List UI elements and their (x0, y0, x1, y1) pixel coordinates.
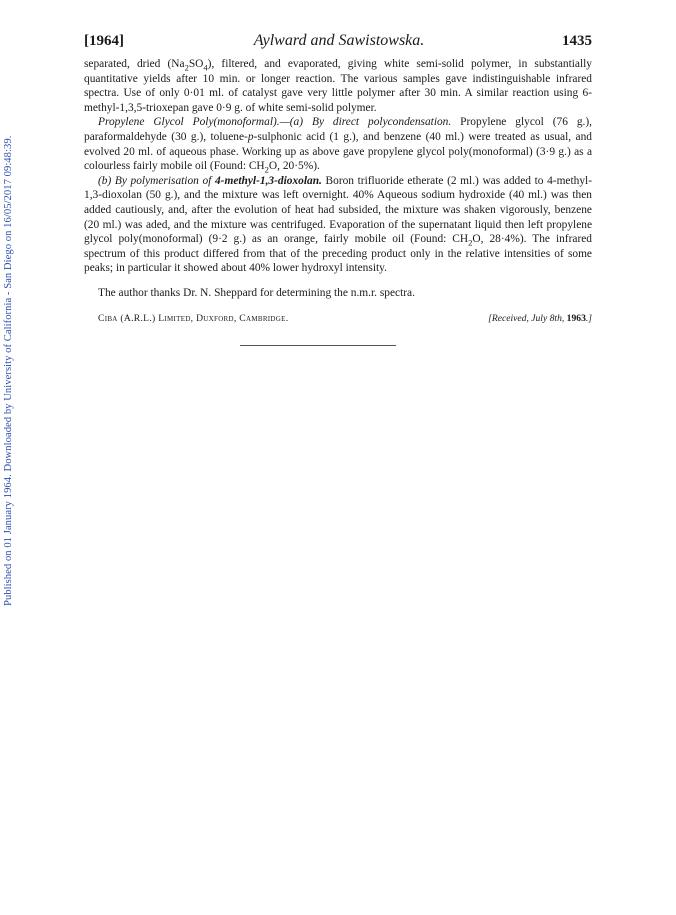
p1-subscript-2: 2 (184, 62, 189, 73)
received-date (488, 312, 592, 327)
subheading-polymerisation: (b) By polymerisation of (98, 174, 215, 187)
paragraph-polycondensation (84, 115, 592, 173)
subheading-direct-polycondensation: By direct polycondensation. (311, 116, 452, 129)
header-authors: Aylward and Sawistowska. (253, 32, 425, 49)
received-close-bracket: .] (585, 312, 592, 324)
p3-text-a: Boron trifluoride etherate (2 ml.) was added to 4-methyl-1,3-dioxolan (50 g.), and the mixture was left overnight. 40% Aqueous sodium hydroxide (40 ml.) was then added cautiously, and, after the evolution of heat had subsided, the mixture was shaken vigorously, benzene (20 ml.) was aded, and the mixture was centrifuged. Evaporation of the supernatant liquid then left propylene glycol poly(monoformal) (9·2 g.) as an orange, fairly mobile oil (Found: CH (84, 174, 592, 246)
p2-subscript: 2 (264, 164, 269, 175)
p2-text-b: -sulphonic acid (1 g.), and benzene (40 ml.) were treated as usual, and evolved 20 ml. of aqueous phase. Working up as above gave propylene glycol poly(monoformal) (3·9 g.) as a colourless fairly mobile oil (Found: CH (84, 130, 592, 173)
download-watermark-text: Published on 01 January 1964. Downloaded by University of California - San Diego on 16/05/2017 09:48:39. (3, 135, 14, 606)
affiliation: Ciba (A.R.L.) Limited, Duxford, Cambridge. (98, 312, 289, 324)
p2-para-prefix: p (247, 130, 254, 143)
p3-subscript: 2 (468, 237, 473, 248)
p1-text-c: ), filtered, and evaporated, giving white semi-solid polymer, in substantially quantitative yields after 10 min. or longer reaction. The various samples gave indistinguishable infrared spectra. Use of only 0·01 ml. of catalyst gave very little polymer after 30 min. A similar reaction using 6-methyl-1,3,5-trioxepan gave 0·9 g. of white semi-solid polymer. (84, 58, 592, 114)
received-label: Received, July 8th, (491, 312, 567, 324)
p2-dash: .—(a) (276, 116, 312, 129)
acknowledgement: The author thanks Dr. N. Sheppard for determining the n.m.r. spectra. (98, 286, 415, 299)
running-header (84, 32, 592, 52)
paper-page (84, 32, 592, 326)
affiliation-row (84, 312, 592, 327)
paragraph-polymer-yield (84, 57, 592, 115)
section-heading-propylene-glycol: Propylene Glycol Poly(monoformal) (98, 116, 277, 129)
received-open-bracket: [ (488, 312, 492, 324)
p1-text-a: separated, dried (Na (84, 58, 185, 70)
subheading-compound: 4-methyl-1,3-dioxolan. (214, 174, 322, 187)
end-of-article-rule (240, 345, 396, 346)
p1-text-b: SO (188, 58, 204, 70)
header-year: [1964] (84, 33, 124, 49)
article-body (84, 57, 592, 326)
p3-text-b: O, 28·4%). The infrared spectrum of this product differed from that of the preceding product only in the relative intensities of some peaks; in particular it showed about 40% lower hydroxyl intensity. (84, 233, 592, 275)
download-watermark-sidebar (0, 0, 22, 915)
p2-text-c: O, 20·5%). (268, 160, 320, 173)
paragraph-polymerisation (84, 174, 592, 276)
p1-subscript-4: 4 (203, 62, 208, 73)
received-year: 1963 (566, 312, 586, 324)
p2-text-a: Propylene glycol (76 g.), paraformaldehyde (30 g.), toluene- (84, 116, 593, 143)
header-page-number: 1435 (562, 33, 592, 49)
